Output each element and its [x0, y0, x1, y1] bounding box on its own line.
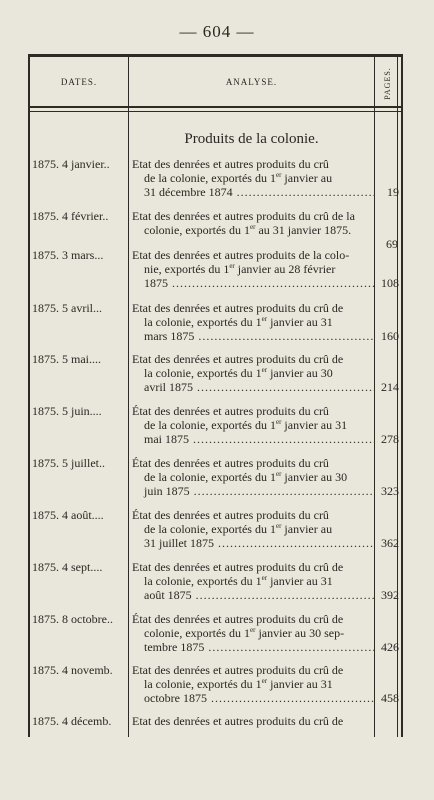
page-ref: 278	[381, 432, 399, 446]
entry-date: 1875. 5 juillet..	[32, 456, 105, 470]
entry-date: 1875. 5 juin....	[32, 404, 102, 418]
entry-description	[132, 248, 374, 290]
entry-line: Etat des denrées et autres produits de la colo-	[132, 248, 350, 262]
entry-line: État des denrées et autres produits du crû	[132, 404, 329, 418]
entry-line: mars 1875 .....	[132, 329, 374, 343]
entry-date: 1875. 4 sept....	[32, 560, 103, 574]
entry-description	[132, 301, 374, 343]
rule	[30, 106, 403, 108]
page-ref: 160	[381, 329, 399, 343]
entry-description	[132, 508, 374, 550]
column-header-analyse: ANALYSE.	[225, 77, 278, 87]
entry-description	[132, 157, 374, 199]
entry-line: 31 juillet 1875 .....	[132, 536, 374, 550]
entry-date: 1875. 4 février..	[32, 209, 109, 223]
entry-description	[132, 404, 374, 446]
column-header-dates: DATES.	[60, 77, 98, 87]
entry-date: 1875. 4 novemb.	[32, 663, 113, 677]
page-ref: 69	[386, 237, 398, 251]
page-ref: 323	[381, 484, 399, 498]
page-ref: 392	[381, 588, 399, 602]
rule	[401, 57, 403, 737]
entry-line: Etat des denrées et autres produits du crû de la	[132, 209, 355, 223]
entry-date: 1875. 4 janvier..	[32, 157, 110, 171]
entry-date: 1875. 8 octobre..	[32, 612, 113, 626]
rule	[30, 111, 403, 112]
entry-line: 31 décembre 1874 .....	[132, 185, 374, 199]
entry-line: de la colonie, exportés du 1er janvier au 30	[144, 470, 348, 484]
page-ref: 19	[387, 185, 399, 199]
column-header-pages-label: PAGES.	[382, 66, 392, 100]
rule	[374, 57, 375, 737]
entry-description	[132, 714, 374, 728]
entry-line: avril 1875 .....	[132, 380, 374, 394]
entry-line: Etat des denrées et autres produits du crû de	[132, 352, 344, 366]
entry-line: colonie, exportés du 1er janvier au 30 sep-	[144, 626, 345, 640]
entry-line: août 1875 .....	[132, 588, 374, 602]
entry-date: 1875. 4 août....	[32, 508, 104, 522]
entry-line: la colonie, exportés du 1er janvier au 31	[144, 677, 333, 691]
entry-line: la colonie, exportés du 1er janvier au 31	[144, 574, 333, 588]
entry-line: Etat des denrées et autres produits du crû de	[132, 301, 344, 315]
entry-description	[132, 560, 374, 602]
entry-line: nie, exportés du 1er janvier au 28 février	[144, 262, 336, 276]
rule	[128, 57, 129, 737]
entry-line: mai 1875 .....	[132, 432, 374, 446]
entry-line: tembre 1875 .....	[132, 640, 374, 654]
entry-date: 1875. 4 décemb.	[32, 714, 112, 728]
entry-description	[132, 456, 374, 498]
entry-line: la colonie, exportés du 1er janvier au 30	[144, 366, 333, 380]
page-ref: 108	[381, 276, 399, 290]
entry-line: État des denrées et autres produits du crû de	[132, 612, 344, 626]
entry-line: Etat des denrées et autres produits du crû de	[132, 560, 344, 574]
entry-line: de la colonie, exportés du 1er janvier au	[144, 522, 333, 536]
entry-line: juin 1875 .....	[132, 484, 374, 498]
entry-line: 1875 .....	[132, 276, 374, 290]
entry-line: Etat des denrées et autres produits du crû	[132, 157, 329, 171]
section-title: Produits de la colonie.	[184, 131, 319, 147]
entry-date: 1875. 5 avril...	[32, 301, 102, 315]
entry-line: octobre 1875 .....	[132, 691, 374, 705]
entry-line: Etat des denrées et autres produits du crû de	[132, 714, 344, 728]
entry-line: de la colonie, exportés du 1er janvier au 31	[144, 418, 348, 432]
rule	[397, 57, 398, 737]
entry-description	[132, 612, 374, 654]
page-ref: 214	[381, 380, 399, 394]
entry-line: Etat des denrées et autres produits du crû de	[132, 663, 344, 677]
entry-line: État des denrées et autres produits du crû	[132, 456, 329, 470]
entry-description	[132, 663, 374, 705]
page-ref: 426	[381, 640, 399, 654]
column-header-pages	[376, 61, 398, 105]
page-ref: 458	[381, 691, 399, 705]
rule	[28, 57, 30, 737]
entry-line: de la colonie, exportés du 1er janvier au	[144, 171, 333, 185]
entry-description	[132, 209, 374, 237]
table-frame	[28, 54, 403, 737]
entry-description	[132, 352, 374, 394]
entry-line: la colonie, exportés du 1er janvier au 31	[144, 315, 333, 329]
entry-line: colonie, exportés du 1er au 31 janvier 1875.	[144, 223, 352, 237]
entry-date: 1875. 3 mars...	[32, 248, 104, 262]
entry-date: 1875. 5 mai....	[32, 352, 101, 366]
entry-line: État des denrées et autres produits du crû	[132, 508, 329, 522]
page-number: — 604 —	[179, 22, 255, 41]
page-ref: 362	[381, 536, 399, 550]
